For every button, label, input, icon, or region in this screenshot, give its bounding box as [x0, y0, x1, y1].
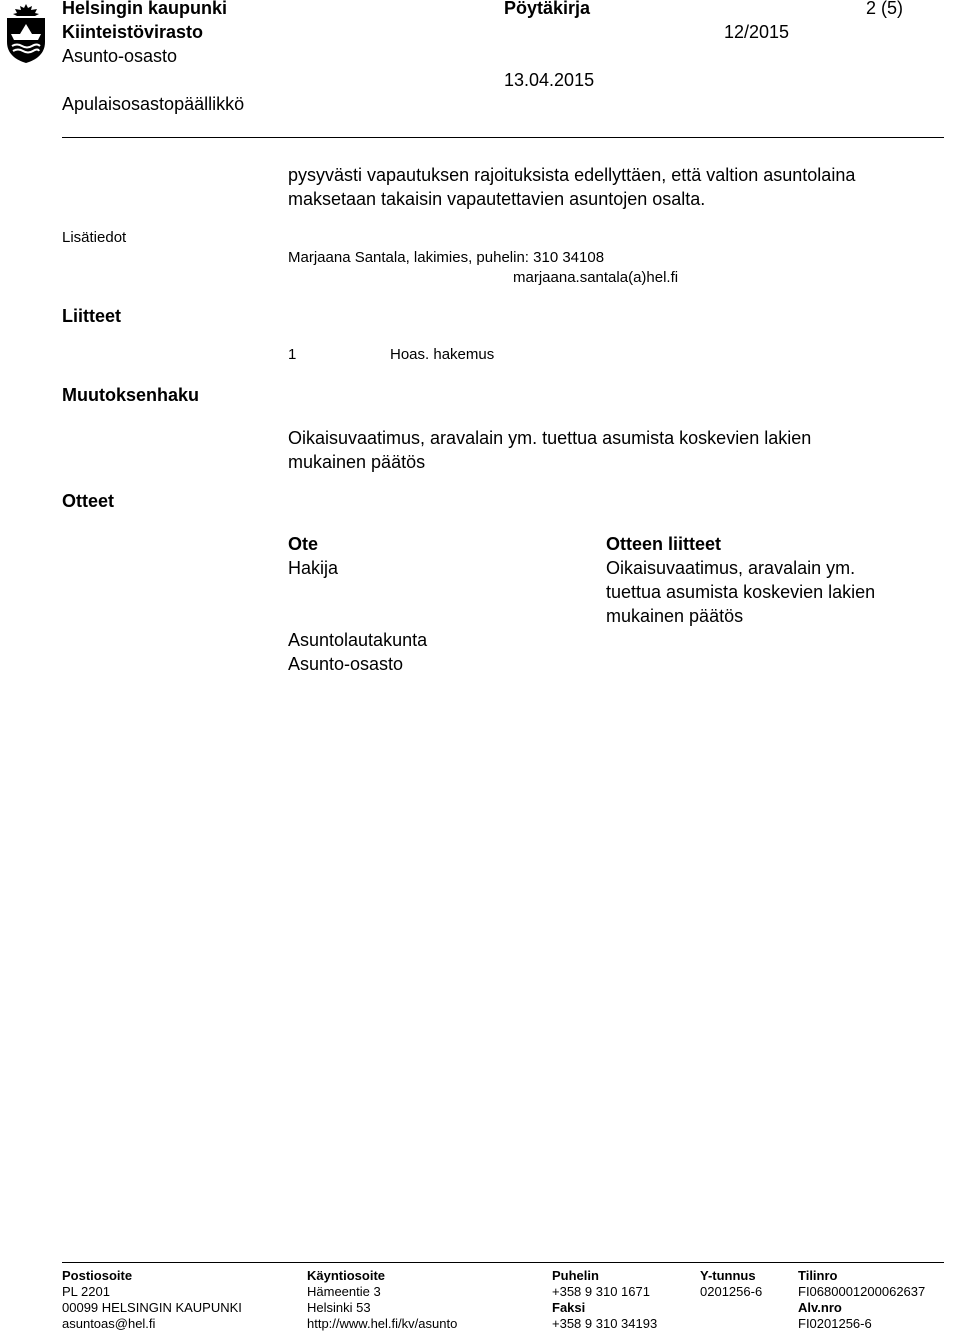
footer-phone-number: +358 9 310 1671 [552, 1284, 650, 1299]
intro-line-1: pysyvästi vapautuksen rajoituksista edellyttäen, että valtion asuntolaina [288, 165, 856, 185]
footer-account-column [798, 1268, 925, 1332]
footer-divider [62, 1262, 944, 1263]
header-role: Apulaisosastopäällikkö [62, 94, 245, 114]
footer-fax-label: Faksi [552, 1300, 586, 1315]
footer-fax-number: +358 9 310 34193 [552, 1316, 658, 1331]
otteen-liitteet-line: Oikaisuvaatimus, aravalain ym. [606, 558, 856, 578]
ote-header: Ote [288, 534, 319, 554]
footer-visit-column [307, 1268, 457, 1332]
otteen-liitteet-line: mukainen päätös [606, 606, 744, 626]
contact-line: Marjaana Santala, lakimies, puhelin: 310 34108 [288, 249, 605, 266]
footer-account-label: Tilinro [798, 1268, 838, 1283]
intro-line-2: maksetaan takaisin vapautettavien asuntojen osalta. [288, 189, 706, 209]
footer-visit-street: Hämeentie 3 [307, 1284, 381, 1299]
header-city: Helsingin kaupunki [62, 0, 228, 18]
ote-item: Asunto-osasto [288, 654, 404, 674]
footer-visit-label: Käyntiosoite [307, 1268, 386, 1283]
footer-phone-column [552, 1268, 657, 1332]
lisatiedot-label: Lisätiedot [62, 229, 127, 246]
footer-postal-label: Postiosoite [62, 1268, 133, 1283]
header-page-number: 2 (5) [866, 0, 904, 18]
otteen-liitteet-header: Otteen liitteet [606, 534, 722, 554]
footer-vat-label: Alv.nro [798, 1300, 842, 1315]
footer-postal-box: PL 2201 [62, 1284, 110, 1299]
appeal-line-2: mukainen päätös [288, 452, 426, 472]
header-doc-type: Pöytäkirja [504, 0, 591, 18]
footer-postal-city: 00099 HELSINGIN KAUPUNKI [62, 1300, 242, 1315]
footer-vat-number: FI0201256-6 [798, 1316, 872, 1331]
otteen-liitteet-line: tuettua asumista koskevien lakien [606, 582, 876, 602]
footer-account-number: FI0680001200062637 [798, 1284, 926, 1299]
header-department: Asunto-osasto [62, 46, 178, 66]
header-protocol-number: 12/2015 [724, 22, 790, 42]
footer-business-id: 0201256-6 [700, 1284, 763, 1299]
header-date: 13.04.2015 [504, 70, 595, 90]
contact-email: marjaana.santala(a)hel.fi [513, 269, 679, 286]
helsinki-coat-of-arms-logo [4, 4, 48, 64]
liitteet-label: Liitteet [62, 306, 122, 326]
otteet-label: Otteet [62, 491, 115, 511]
attachment-number: 1 [288, 346, 297, 363]
muutoksenhaku-label: Muutoksenhaku [62, 385, 200, 405]
appeal-line-1: Oikaisuvaatimus, aravalain ym. tuettua asumista koskevien lakien [288, 428, 812, 448]
ote-item: Asuntolautakunta [288, 630, 428, 650]
header-divider [62, 137, 944, 138]
ote-item: Hakija [288, 558, 339, 578]
attachment-name: Hoas. hakemus [390, 346, 495, 363]
footer-postal-column [62, 1268, 242, 1332]
footer-business-id-column [700, 1268, 762, 1300]
header-office: Kiinteistövirasto [62, 22, 204, 42]
footer-phone-label: Puhelin [552, 1268, 599, 1283]
footer-email[interactable]: asuntoas@hel.fi [62, 1316, 156, 1331]
footer-visit-city: Helsinki 53 [307, 1300, 371, 1315]
footer-website-link[interactable]: http://www.hel.fi/kv/asunto [307, 1316, 458, 1331]
footer-business-id-label: Y-tunnus [700, 1268, 756, 1283]
